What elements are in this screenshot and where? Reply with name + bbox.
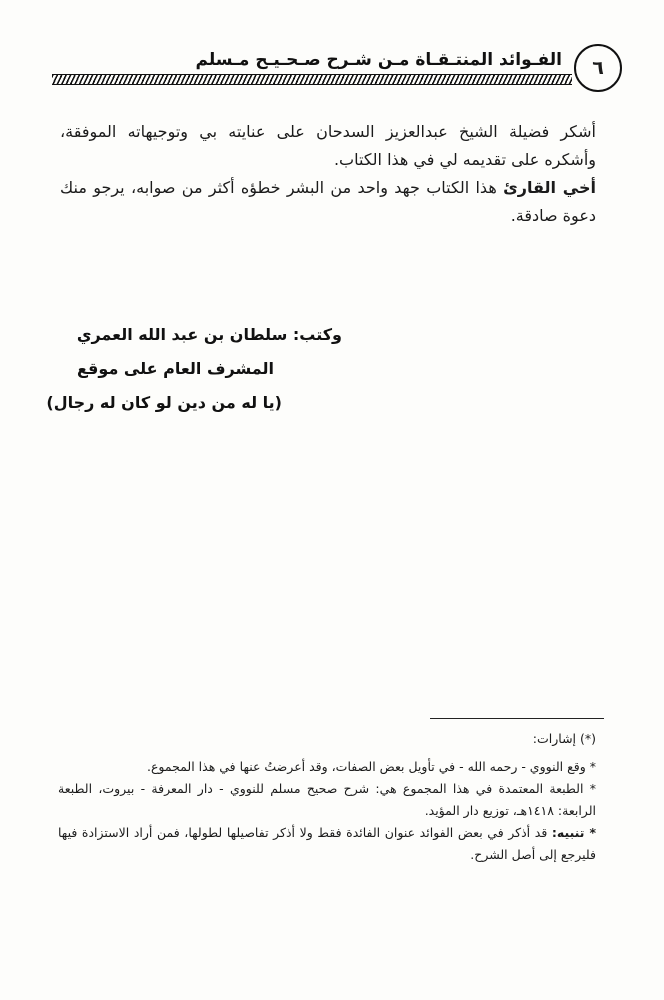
signature-role: المشرف العام على موقع	[77, 359, 274, 378]
footnote-item: * وقع النووي - رحمه الله - في تأويل بعض الصفات، وقد أعرضتُ عنها في هذا المجموع.	[147, 759, 596, 774]
header-title: الفـوائد المنتـقـاة مـن شـرح صـحـيـح مـسلم	[195, 50, 562, 70]
page-number: ٦	[574, 44, 622, 92]
footnote-item: * الطبعة المعتمدة في هذا المجموع هي: شرح صحيح مسلم للنووي - دار المعرفة - بيروت، الطبعة الرابعة: ١٤١٨هـ، توزيع دار المؤيد.	[58, 781, 596, 818]
footnote-note-label: * تنبيه:	[551, 825, 596, 840]
header-decorative-rule	[52, 74, 572, 85]
reader-label: أخي القارئ	[503, 178, 596, 197]
footnote-note-text: قد أذكر في بعض الفوائد عنوان الفائدة فقط ولا أذكر تفاصيلها لطولها، فمن أراد الاستزادة فيها فليرجع إلى أصل الشرح.	[58, 825, 596, 862]
author-signature	[46, 318, 342, 420]
footnotes	[58, 728, 596, 866]
reader-text: هذا الكتاب جهد واحد من البشر خطؤه أكثر من صوابه، يرجو منك دعوة صادقة.	[60, 178, 596, 225]
footnote-divider	[430, 718, 604, 719]
signature-author: وكتب: سلطان بن عبد الله العمري	[76, 325, 342, 344]
footnote-item	[58, 822, 596, 866]
paragraph-reader	[60, 174, 596, 230]
signature-site: (يا له من دين لو كان له رجال)	[46, 393, 282, 412]
page-header	[44, 44, 624, 100]
paragraph-thanks: أشكر فضيلة الشيخ عبدالعزيز السدحان على عنايته بي وتوجيهاته الموفقة، وأشكره على تقديمه لي في هذا الكتاب.	[60, 122, 596, 169]
footnotes-heading: (*) إشارات:	[532, 731, 596, 746]
body-text	[60, 118, 596, 230]
